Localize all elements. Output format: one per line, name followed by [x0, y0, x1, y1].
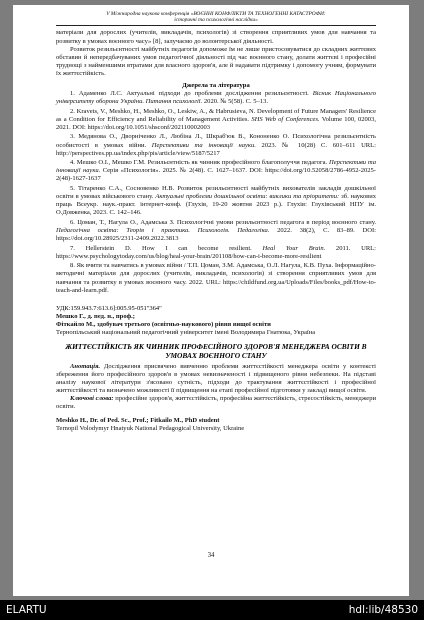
keywords-label: Ключові слова:	[70, 395, 114, 403]
reference-item: 1. Адаменко Л.С. Актуальні підходи до проблеми дослідження резильєнтності. Вісник Національного університету оборони України. Питання психології. 2020. № 5(58). С. 5–13.	[56, 89, 376, 106]
author-1: Мешко Г., д. пед. н., проф.;	[56, 312, 135, 320]
reference-item: 8. Як вчити та навчатись в умовах війни / Т.П. Цоман, З.М. Адамська, О.Л. Нагула, К.В. Пуха. Інформаційно-методичні матеріали для дорослих (учителів, викладачів, психологів) зі створення сприятливих умов для навчання та розвитку в умовах воєнного часу. 2022. URL: https://childfund.org.ua/Uploads/Files/books_pdf/How-to-teach-and-learn.pdf.	[56, 262, 376, 294]
handle-link[interactable]: hdl:lib/48530	[348, 604, 418, 616]
repository-label: ELARTU	[6, 604, 47, 616]
intro-paragraph-1: матеріали для дорослих (учителів, викладачів, психологів) зі створення сприятливих умов для навчання та розвитку в умовах воєнного часу» [8], залучаємо до волонтерської діяльності.	[56, 29, 376, 45]
reference-item: 4. Мешко О.І., Мешко Г.М. Резильєнтність як чинник професійного благополуччя педагога. Перспективи та інновації науки. Серія «Психологія». 2025. № 2(48). С. 1627–1637. DOI: https://doi.org/10.52058/2786-4952-2025-2(48)-1627-1637	[56, 159, 376, 183]
page-content	[56, 5, 376, 433]
reference-item: 5. Тітаренко С.А., Сосновенко Н.В. Розвиток резильєнтності майбутніх вихователів закладів дошкільної освіти в умовах військового стану. Актуальні проблеми дошкільної освіти: виклики та пріоритети: зб. наукових праць Всеукр. наук.-практ. інтернет-конф. (Глухів, 19-20 жовтня 2023 р.). Глухів: Глухівський НПУ ім. О.Довженка, 2023. С. 142–146.	[56, 185, 377, 217]
intro-paragraph-2: Розвиток резильєнтності майбутніх педагогів допоможе їм не лише пристосовуватися до складних життєвих обставин й непередбачуваних умов педагогічної діяльності під час воєнного стану, долати життєві і професійні труднощі з найменшими втратами для власного здоров'я, але й надавати підтримку і допомогу учням, формувати їх життєстійкість.	[56, 45, 376, 77]
references-title: Джерела та література	[182, 81, 250, 89]
keywords-text: професійне здоров'я, життєстійкість, професійна життєстійкість, стресостійкість, менеджери освіти.	[56, 395, 376, 411]
author-en: Meshko H., Dr. of Ped. Sc., Prof.; Fitkailo M., PhD student	[56, 416, 220, 424]
abstract	[56, 363, 376, 395]
page-number: 34	[207, 552, 215, 559]
reference-item: 6. Цоман, Т., Нагула О., Адамська З. Психологічні умови резильєнтності педагога в період воєнного стану. Педагогічна освіта: Теорія і практика. Психологія. Педагогіка. 2022. 38(2), С. 83–89. DOI: https://doi.org/10.28925/2311-2409.2022.3813	[56, 218, 376, 243]
affiliation-ua: Тернопільський національний педагогічний університет імені Володимира Гнатюка, Україна	[56, 328, 316, 336]
references-list	[56, 90, 376, 295]
reference-item: 3. Медянова О., Дворніченко Л., Любіна Л., Шкраб'юк В., Кононенко О. Психологічна резильєнтність особистості в умовах війни. Перспективи та інновації науки. 2023. № 10(28) С. 601–611 URL: http://perspectives.pp.ua/index.php/pis/article/view/5187/5217	[56, 133, 376, 157]
abstract-label: Анотація.	[70, 363, 101, 370]
author-2: Фіткайло М., здобувач третього (освітньо-наукового) рівня вищої освіти	[56, 320, 271, 328]
keywords	[56, 395, 376, 411]
running-header	[56, 5, 376, 26]
header-line-2: історичні та психологічні наслідки»	[174, 17, 258, 24]
article-title: ЖИТТЄСТІЙКІСТЬ ЯК ЧИННИК ПРОФЕСІЙНОГО ЗДОРОВ'Я МЕНЕДЖЕРА ОСВІТИ В УМОВАХ ВОЄННОГО СТАНУ	[65, 342, 367, 360]
document-page	[13, 5, 409, 596]
abstract-text: Дослідження присвячено вивченню проблеми життєстійкості менеджера освіти у контексті збереження його професійного здоров'я в умовах невизначеності і підвищеного рівня небезпеки. На підставі аналізу наукової літератури з'ясовано сутність, підходи до трактування життєстійкості і професійної життєстійкості та визначено можливості її підвищення на етапі професійної підготовки у закладі вищої освіти.	[56, 363, 376, 395]
reference-item: 2. Kravets, V., Meshko, H., Meshko, O., Leskiw, A., & Habrusieva, N. Development of Future Managers' Resilience as a Condition for Efficiency and Reliability of Management Activities. SHS Web of Conferences. Volume 100, 02003, 2021. DOI: https://doi.org/10.1051/shsconf/202110002003	[56, 107, 376, 131]
affiliation-en: Ternopil Volodymyr Hnatyuk National Pedagogical University, Ukraine	[56, 424, 245, 432]
viewer-footer-bar	[0, 600, 424, 620]
reference-item: 7. Hellerstein D. How I can become resilient. Heal Your Brain. 2011. URL: https://www.psychologytoday.com/us/blog/heal-your-brain/201108/how-can-i-become-more-resilient	[56, 244, 376, 260]
udk-code: УДК:159.943.7:613.6]:005.95-051"364"	[56, 304, 162, 312]
header-line-1: V Міжнародна наукова конференція «ВОЄННІ КОНФЛІКТИ ТА ТЕХНОГЕННІ КАТАСТРОФИ:	[106, 11, 326, 17]
